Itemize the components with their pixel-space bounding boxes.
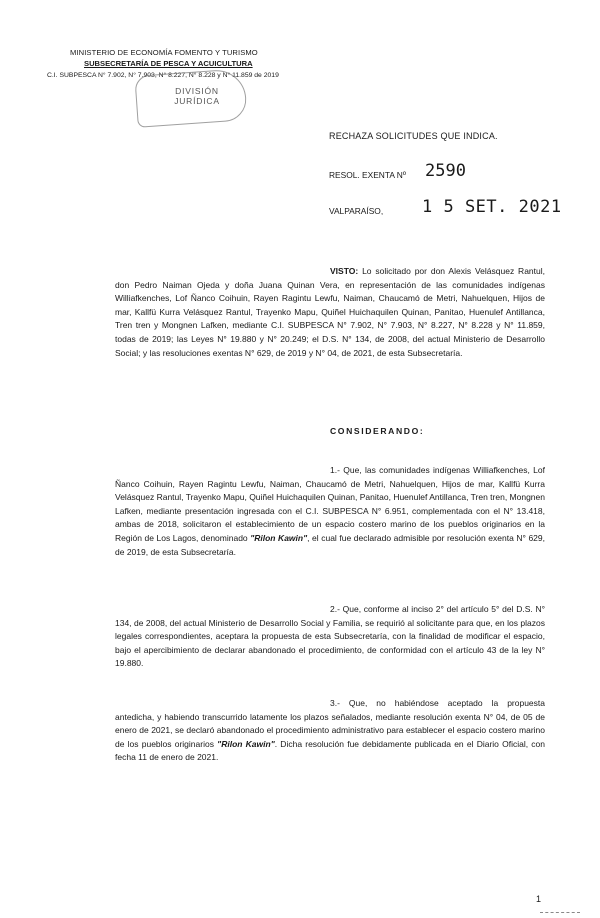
paragraph-3-text-b: . Dicha resolución fue debidamente publicada en el Diario Oficial, con fecha 11 de enero de 2021. — [115, 738, 546, 763]
place-label: VALPARAÍSO, — [329, 206, 384, 216]
page-number: 1 — [536, 894, 542, 904]
undersecretariat-name: SUBSECRETARÍA DE PESCA Y ACUICULTURA — [84, 59, 253, 68]
footer-mark — [540, 912, 580, 913]
visto-paragraph — [115, 265, 545, 360]
paragraph-1-text-a: Que, las comunidades indígenas Williafkenches, Lof Ñanco Coihuin, Rayen Ragintu Lewfu, Naiman, Chaucamó de Metri, Nahuelquen, Hijos de mar, Kallfü Kurra Velásquez Rantul, Trayenko Mapu, Quiñel Huichaquilen Quinan, Panitao, Huenulef Antillanca, Tren tren, Mongnen Lafken, mediante presentación ingresada con el C.I. SUBPESCA N° 6.951, complementada con el N° 13.418, ambas de 2018, solicitaron el establecimiento de un espacio costero marino de los pueblos originarios en la Región de Los Lagos, denominado — [115, 465, 545, 543]
document-subject: RECHAZA SOLICITUDES QUE INDICA. — [329, 131, 498, 141]
paragraph-2-number: 2.- — [330, 604, 340, 614]
ministry-name: MINISTERIO DE ECONOMÍA FOMENTO Y TURISMO — [70, 48, 258, 57]
stamp-line-2: JURÍDICA — [174, 96, 220, 106]
considerando-paragraph-1 — [115, 464, 545, 559]
visto-label: VISTO: — [330, 266, 359, 276]
visto-text: Lo solicitado por don Alexis Velásquez Rantul, don Pedro Naiman Ojeda y doña Juana Quinan Vera, en representación de las comunidades indígenas Williafkenches, Lof Ñanco Coihuin, Rayen Ragintu Lewfu, Naiman, Chaucamó de Metri, Nahuelquen, Hijos de mar, Kallfü Kurra Velásquez Rantul, Trayenko Mapu, Quiñel Huichaquilen Quinan, Panitao, Huenulef Antillanca, Tren tren y Mongnen Lafken, mediante C.I. SUBPESCA N° 7.902, N° 7.903, N° 8.227, N° 8.228 y N° 11.859, todas de 2019; las Leyes N° 19.880 y N° 20.249; el D.S. N° 134, de 2008, del actual Ministerio de Desarrollo Social; y las resoluciones exentas N° 629, de 2019 y N° 04, de 2021, de esta Subsecretaría. — [115, 266, 545, 358]
stamp-line-1: DIVISIÓN — [175, 86, 219, 96]
resolution-date: 1 5 SET. 2021 — [422, 197, 562, 217]
paragraph-2-text: Que, conforme al inciso 2° del artículo 5° del D.S. N° 134, de 2008, del actual Ministerio de Desarrollo Social y Familia, se requirió al solicitante para que, en los plazos legales correspondientes, aceptara la propuesta de esta Subsecretaría, con la finalidad de modificar el espacio, bajo el apercibimiento de declarar abandonado el procedimiento, de conformidad con el artículo 43 de la ley N° 19.880. — [115, 604, 545, 669]
stamp-text — [162, 86, 232, 106]
paragraph-1-text-b: , el cual fue declarado admisible por resolución exenta N° 629, de 2019, de esta Subsecretaría. — [115, 532, 545, 557]
paragraph-3-space-name: "Rilon Kawin" — [217, 738, 275, 749]
resolution-number: 2590 — [425, 161, 466, 181]
resolution-label: RESOL. EXENTA Nº — [329, 170, 406, 180]
paragraph-3-number: 3.- — [330, 698, 340, 708]
considerando-paragraph-3 — [115, 697, 545, 765]
considerando-heading: CONSIDERANDO: — [330, 426, 425, 436]
paragraph-1-space-name: "Rilon Kawin" — [250, 532, 308, 543]
considerando-paragraph-2 — [115, 603, 545, 671]
paragraph-1-number: 1.- — [330, 465, 340, 475]
paragraph-3-text-a: Que, no habiéndose aceptado la propuesta antedicha, y habiendo transcurrido latamente los plazos señalados, mediante resolución exenta N° 04, de 05 de enero de 2021, se declaró abandonado el procedimiento administrativo para establecer el espacio costero marino de los pueblos originarios — [115, 698, 545, 749]
reference-line: C.I. SUBPESCA N° 7.902, N° 7.903, N° 8.227, N° 8.228 y N° 11.859 de 2019 — [47, 72, 279, 79]
